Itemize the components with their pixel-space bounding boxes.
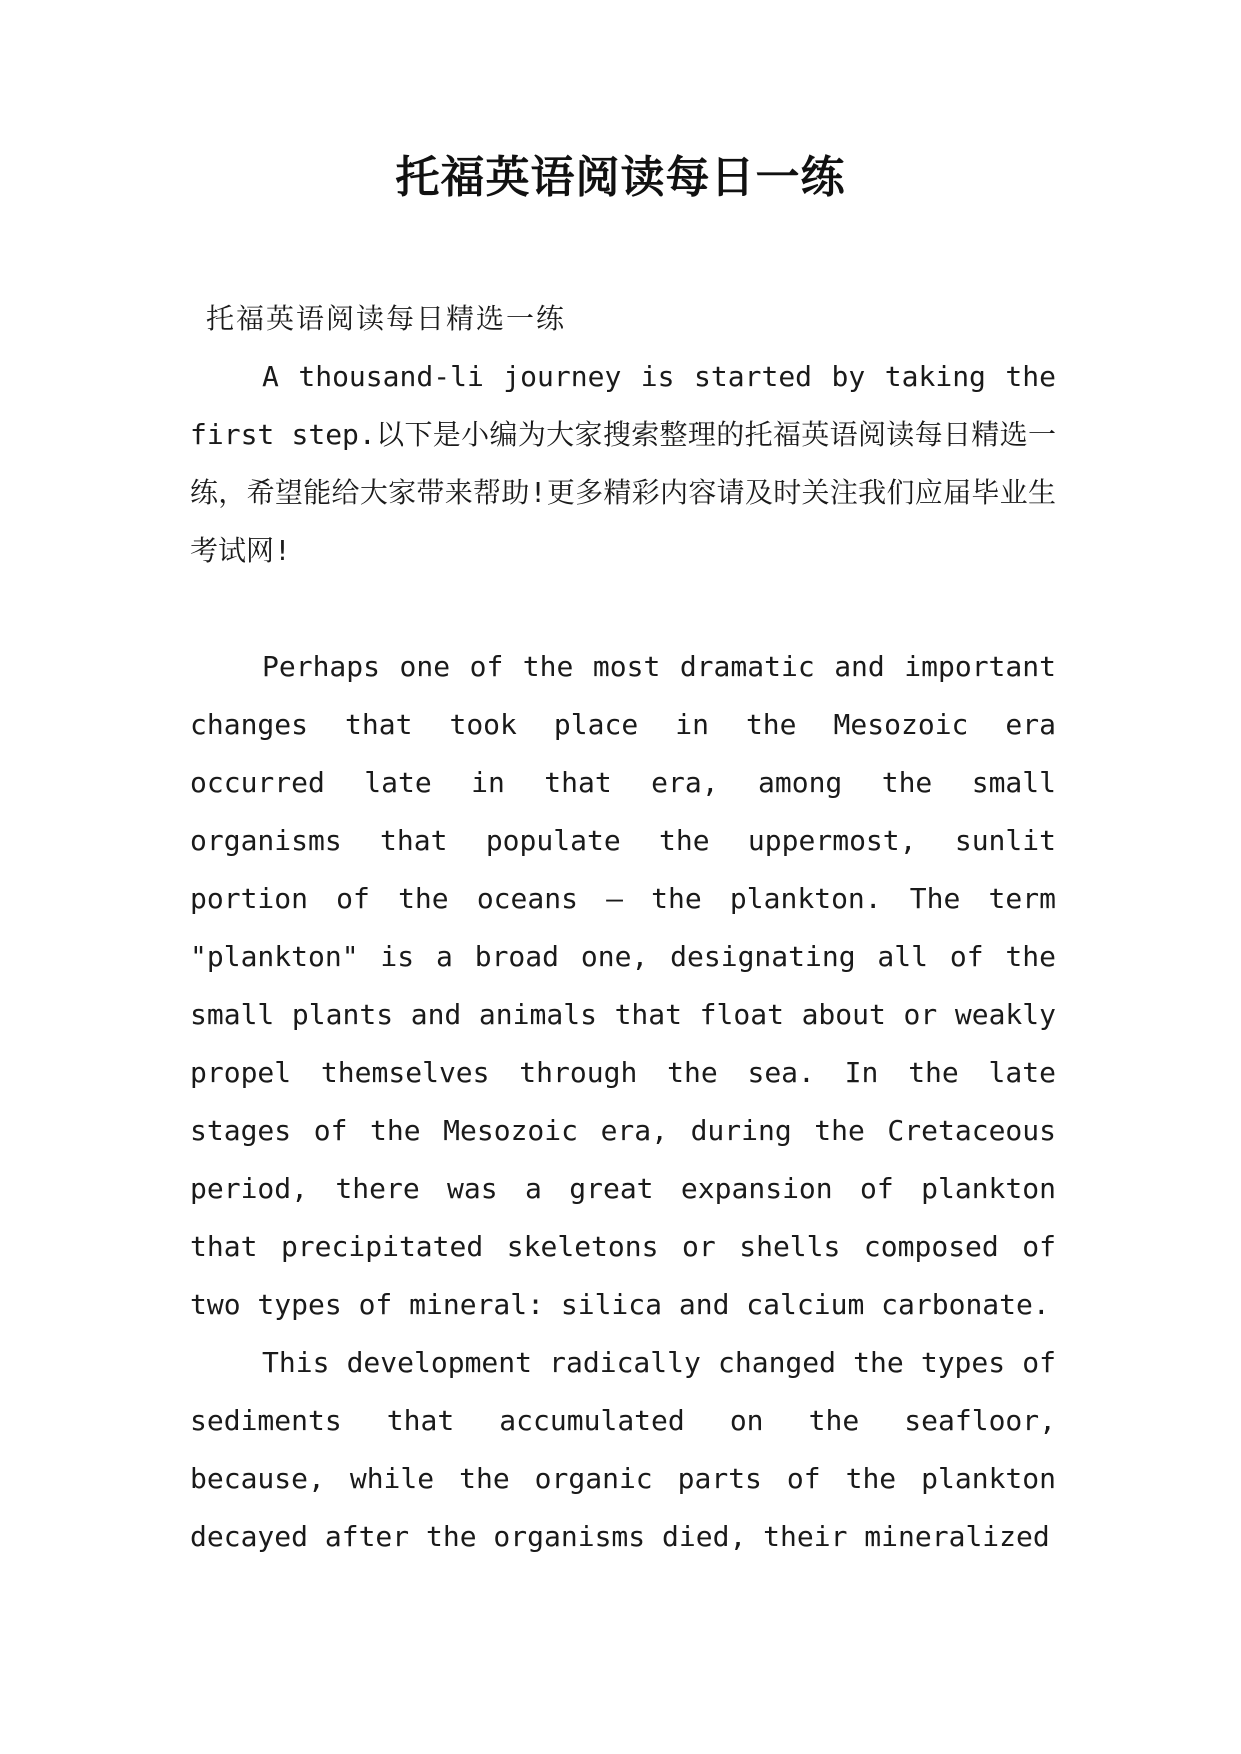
document-subheading: 托福英语阅读每日精选一练 bbox=[206, 302, 567, 335]
paragraph-gap bbox=[190, 580, 1056, 638]
body-paragraph-2: This development radically changed the types of sediments that accumulated on the seafloor, because, while the organic parts of the plankton decayed after the organisms died, their mineralized bbox=[190, 1346, 1056, 1553]
body-paragraph-1: Perhaps one of the most dramatic and important changes that took place in the Mesozoic era occurred late in that era, among the small organisms that populate the uppermost, sunlit portion of the oceans — the plankton. The term "plankton" is a broad one, designating all of the small plants and animals that float about or weakly propel themselves through the sea. In the late stages of the Mesozoic era, during the Cretaceous period, there was a great expansion of plankton that precipitated skeletons or shells composed of two types of mineral: silica and calcium carbonate. bbox=[190, 650, 1056, 1321]
intro-paragraph: A thousand-li journey is started by taking the first step.以下是小编为大家搜索整理的托福英语阅读每日精选一练，希望能给大家带来帮助!更多精彩内容请及时关注我们应届毕业生考试网! bbox=[190, 360, 1056, 567]
document-body bbox=[190, 290, 1056, 1566]
document-title: 托福英语阅读每日一练 bbox=[395, 152, 846, 203]
